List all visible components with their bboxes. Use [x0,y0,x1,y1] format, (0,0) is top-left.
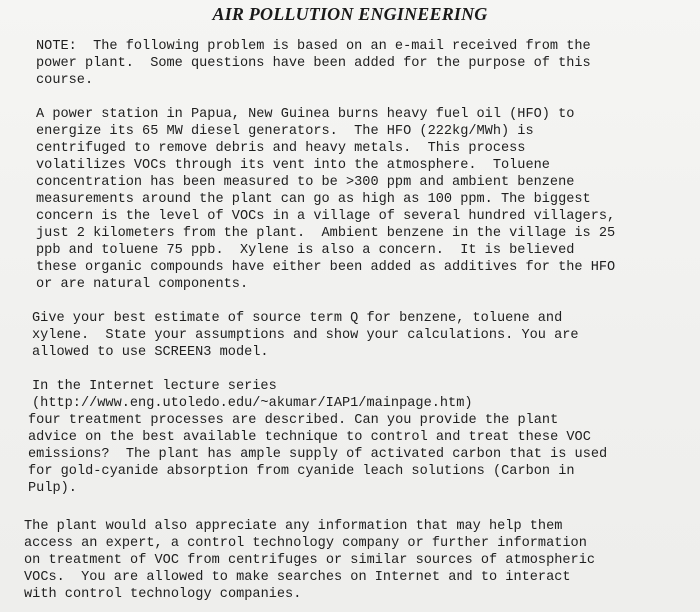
paragraph-line: for gold-cyanide absorption from cyanide leach solutions (Carbon in [28,464,575,479]
paragraph-line: these organic compounds have either been added as additives for the HFO [36,260,616,275]
paragraph-line: measurements around the plant can go as high as 100 ppm. The biggest [36,192,591,207]
paragraph-line: A power station in Papua, New Guinea burns heavy fuel oil (HFO) to [36,107,575,122]
paragraph-line: Give your best estimate of source term Q for benzene, toluene and [32,311,563,326]
paragraph-line: allowed to use SCREEN3 model. [32,345,269,360]
note-line: power plant. Some questions have been added for the purpose of this [36,56,591,71]
paragraph-line: ppb and toluene 75 ppb. Xylene is also a concern. It is believed [36,243,575,258]
paragraph-line: xylene. State your assumptions and show your calculations. You are [32,328,579,343]
lecture-url: (http://www.eng.utoledo.edu/~akumar/IAP1/mainpage.htm) [32,396,473,411]
note-line: NOTE: The following problem is based on an e-mail received from the [36,39,591,54]
paragraph-line: volatilizes VOCs through its vent into the atmosphere. Toluene [36,158,550,173]
paragraph-line: access an expert, a control technology company or further information [24,536,587,551]
document-title: AIR POLLUTION ENGINEERING [212,4,488,24]
paragraph-line: Pulp). [28,481,77,496]
paragraph-line: concentration has been measured to be >300 ppm and ambient benzene [36,175,575,190]
paragraph-line: on treatment of VOC from centrifuges or similar sources of atmospheric [24,553,596,568]
paragraph-line: with control technology companies. [24,587,302,602]
paragraph-line: advice on the best available technique to control and treat these VOC [28,430,591,445]
paragraph-line: or are natural components. [36,277,249,292]
paragraph-line: energize its 65 MW diesel generators. The HFO (222kg/MWh) is [36,124,534,139]
note-line: course. [36,73,94,88]
paragraph-line: The plant would also appreciate any information that may help them [24,519,563,534]
paragraph-line: VOCs. You are allowed to make searches on Internet and to interact [24,570,571,585]
paragraph-line: centrifuged to remove debris and heavy metals. This process [36,141,526,156]
paragraph-line: In the Internet lecture series [32,379,277,394]
paragraph-line: concern is the level of VOCs in a village of several hundred villagers, [36,209,616,224]
paragraph-line: four treatment processes are described. Can you provide the plant [28,413,559,428]
paragraph-line: emissions? The plant has ample supply of activated carbon that is used [28,447,608,462]
paragraph-line: just 2 kilometers from the plant. Ambient benzene in the village is 25 [36,226,616,241]
